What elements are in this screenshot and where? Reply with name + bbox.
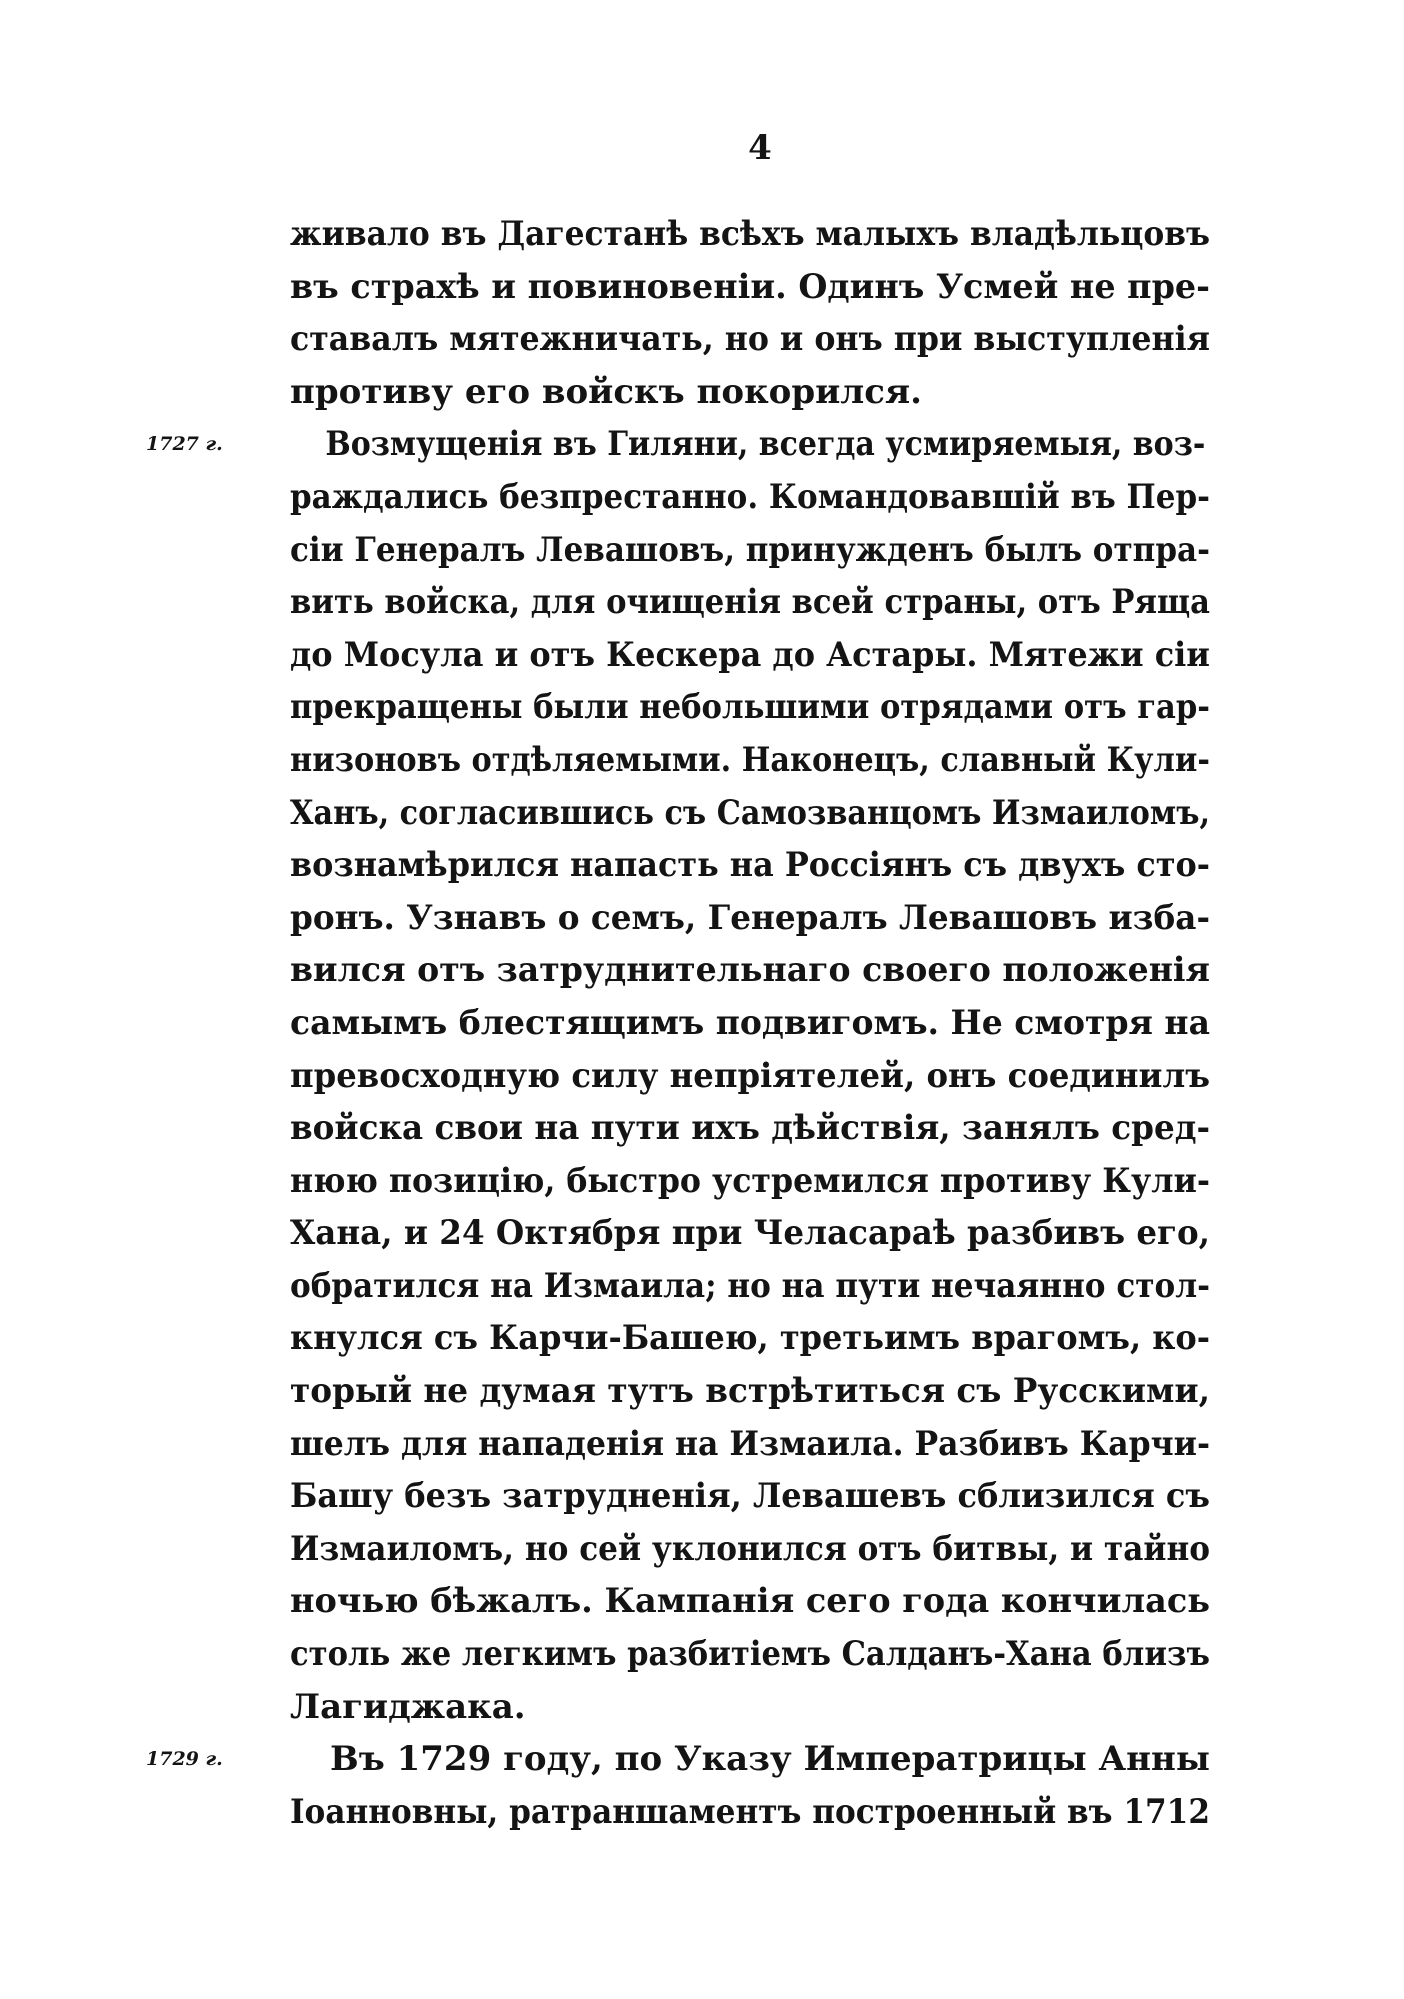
line-text: сіи Генералъ Левашовъ, принужденъ былъ отпра- (290, 529, 1210, 570)
line-text: Башу безъ затрудненія, Левашевъ сблизился съ (290, 1476, 1210, 1517)
text-line (290, 471, 1210, 524)
line-text: ронъ. Узнавъ о семъ, Генералъ Левашовъ изба- (290, 897, 1210, 938)
line-text: шелъ для нападенія на Измаила. Разбивъ Карчи- (290, 1423, 1210, 1464)
line-text: Іоанновны, ратраншаментъ построенный въ 1712 (290, 1791, 1210, 1832)
text-line (290, 1418, 1210, 1471)
text-line (290, 1207, 1210, 1260)
text-line (290, 629, 1210, 682)
text-line (290, 576, 1210, 629)
line-text: Лагиджака. (290, 1686, 526, 1727)
line-text: кнулся съ Карчи-Башею, третьимъ врагомъ, ко- (290, 1318, 1210, 1359)
line-text: Возмущенія въ Гиляни, всегда усмиряемыя, воз- (325, 424, 1206, 465)
text-line (290, 681, 1210, 734)
line-text: вить войска, для очищенія всей страны, отъ Ряща (290, 582, 1210, 623)
page-number: 4 (748, 128, 772, 168)
line-text: превосходную силу непріятелей, онъ соединилъ (290, 1055, 1210, 1096)
text-line (290, 1628, 1210, 1681)
text-line (290, 944, 1210, 997)
line-text: раждались безпрестанно. Командовавшій въ Пер- (290, 476, 1210, 517)
line-text: прекращены были небольшими отрядами отъ гар- (290, 687, 1210, 728)
text-line (290, 839, 1210, 892)
text-line (290, 1312, 1210, 1365)
line-text: Ханъ, согласившись съ Самозванцомъ Измаиломъ, (290, 792, 1210, 833)
line-text: живало въ Дагестанѣ всѣхъ малыхъ владѣльцовъ (290, 214, 1210, 254)
text-line (290, 1523, 1210, 1576)
text-line (290, 524, 1210, 577)
text-line (290, 997, 1210, 1050)
line-text: торый не думая тутъ встрѣтиться съ Русскими, (290, 1371, 1210, 1412)
text-line (290, 1260, 1210, 1313)
line-text: вился отъ затруднительнаго своего положенія (290, 950, 1210, 991)
body-text (146, 208, 1210, 1838)
line-text: столь же легкимъ разбитіемъ Салданъ-Хана близъ (290, 1634, 1210, 1675)
line-text: вознамѣрился напасть на Россіянъ съ двухъ сто- (290, 845, 1210, 886)
line-text: Въ 1729 году, по Указу Императрицы Анны (329, 1739, 1210, 1780)
text-line (290, 1786, 1210, 1839)
margin-note-year: 1727 г. (146, 433, 223, 456)
line-text: обратился на Измаила; но на пути нечаянно стол- (290, 1265, 1210, 1306)
margin-note-year: 1729 г. (146, 1748, 223, 1771)
text-line (290, 1365, 1210, 1418)
text-line (146, 418, 1210, 471)
text-line (290, 208, 1210, 261)
line-text: ставалъ мятежничать, но и онъ при выступленія (290, 319, 1210, 360)
text-line (290, 787, 1210, 840)
text-line (290, 313, 1210, 366)
line-text: до Мосула и отъ Кескера до Астары. Мятежи сіи (290, 634, 1210, 675)
text-line (290, 1575, 1210, 1628)
text-line (290, 261, 1210, 314)
text-line (290, 366, 1210, 419)
text-line (290, 1102, 1210, 1155)
text-line (290, 1050, 1210, 1103)
text-line (290, 1155, 1210, 1208)
line-text: въ страхѣ и повиновеніи. Одинъ Усмей не пре- (290, 266, 1210, 307)
line-text: ночью бѣжалъ. Кампанія сего года кончилась (290, 1581, 1210, 1622)
text-line (290, 734, 1210, 787)
line-text: Хана, и 24 Октября при Челасараѣ разбивъ его, (290, 1213, 1210, 1254)
line-text: Измаиломъ, но сей уклонился отъ битвы, и тайно (290, 1528, 1210, 1569)
line-text: противу его войскъ покорился. (290, 371, 922, 412)
text-line (146, 1733, 1210, 1786)
line-text: самымъ блестящимъ подвигомъ. Не смотря на (290, 1002, 1210, 1043)
text-line (290, 892, 1210, 945)
line-text: низоновъ отдѣляемыми. Наконецъ, славный Кули- (290, 739, 1210, 780)
line-text: нюю позицію, быстро устремился противу Кули- (290, 1160, 1210, 1201)
text-line (290, 1470, 1210, 1523)
text-line (290, 1681, 1210, 1734)
line-text: войска свои на пути ихъ дѣйствія, занялъ сред- (290, 1108, 1210, 1149)
